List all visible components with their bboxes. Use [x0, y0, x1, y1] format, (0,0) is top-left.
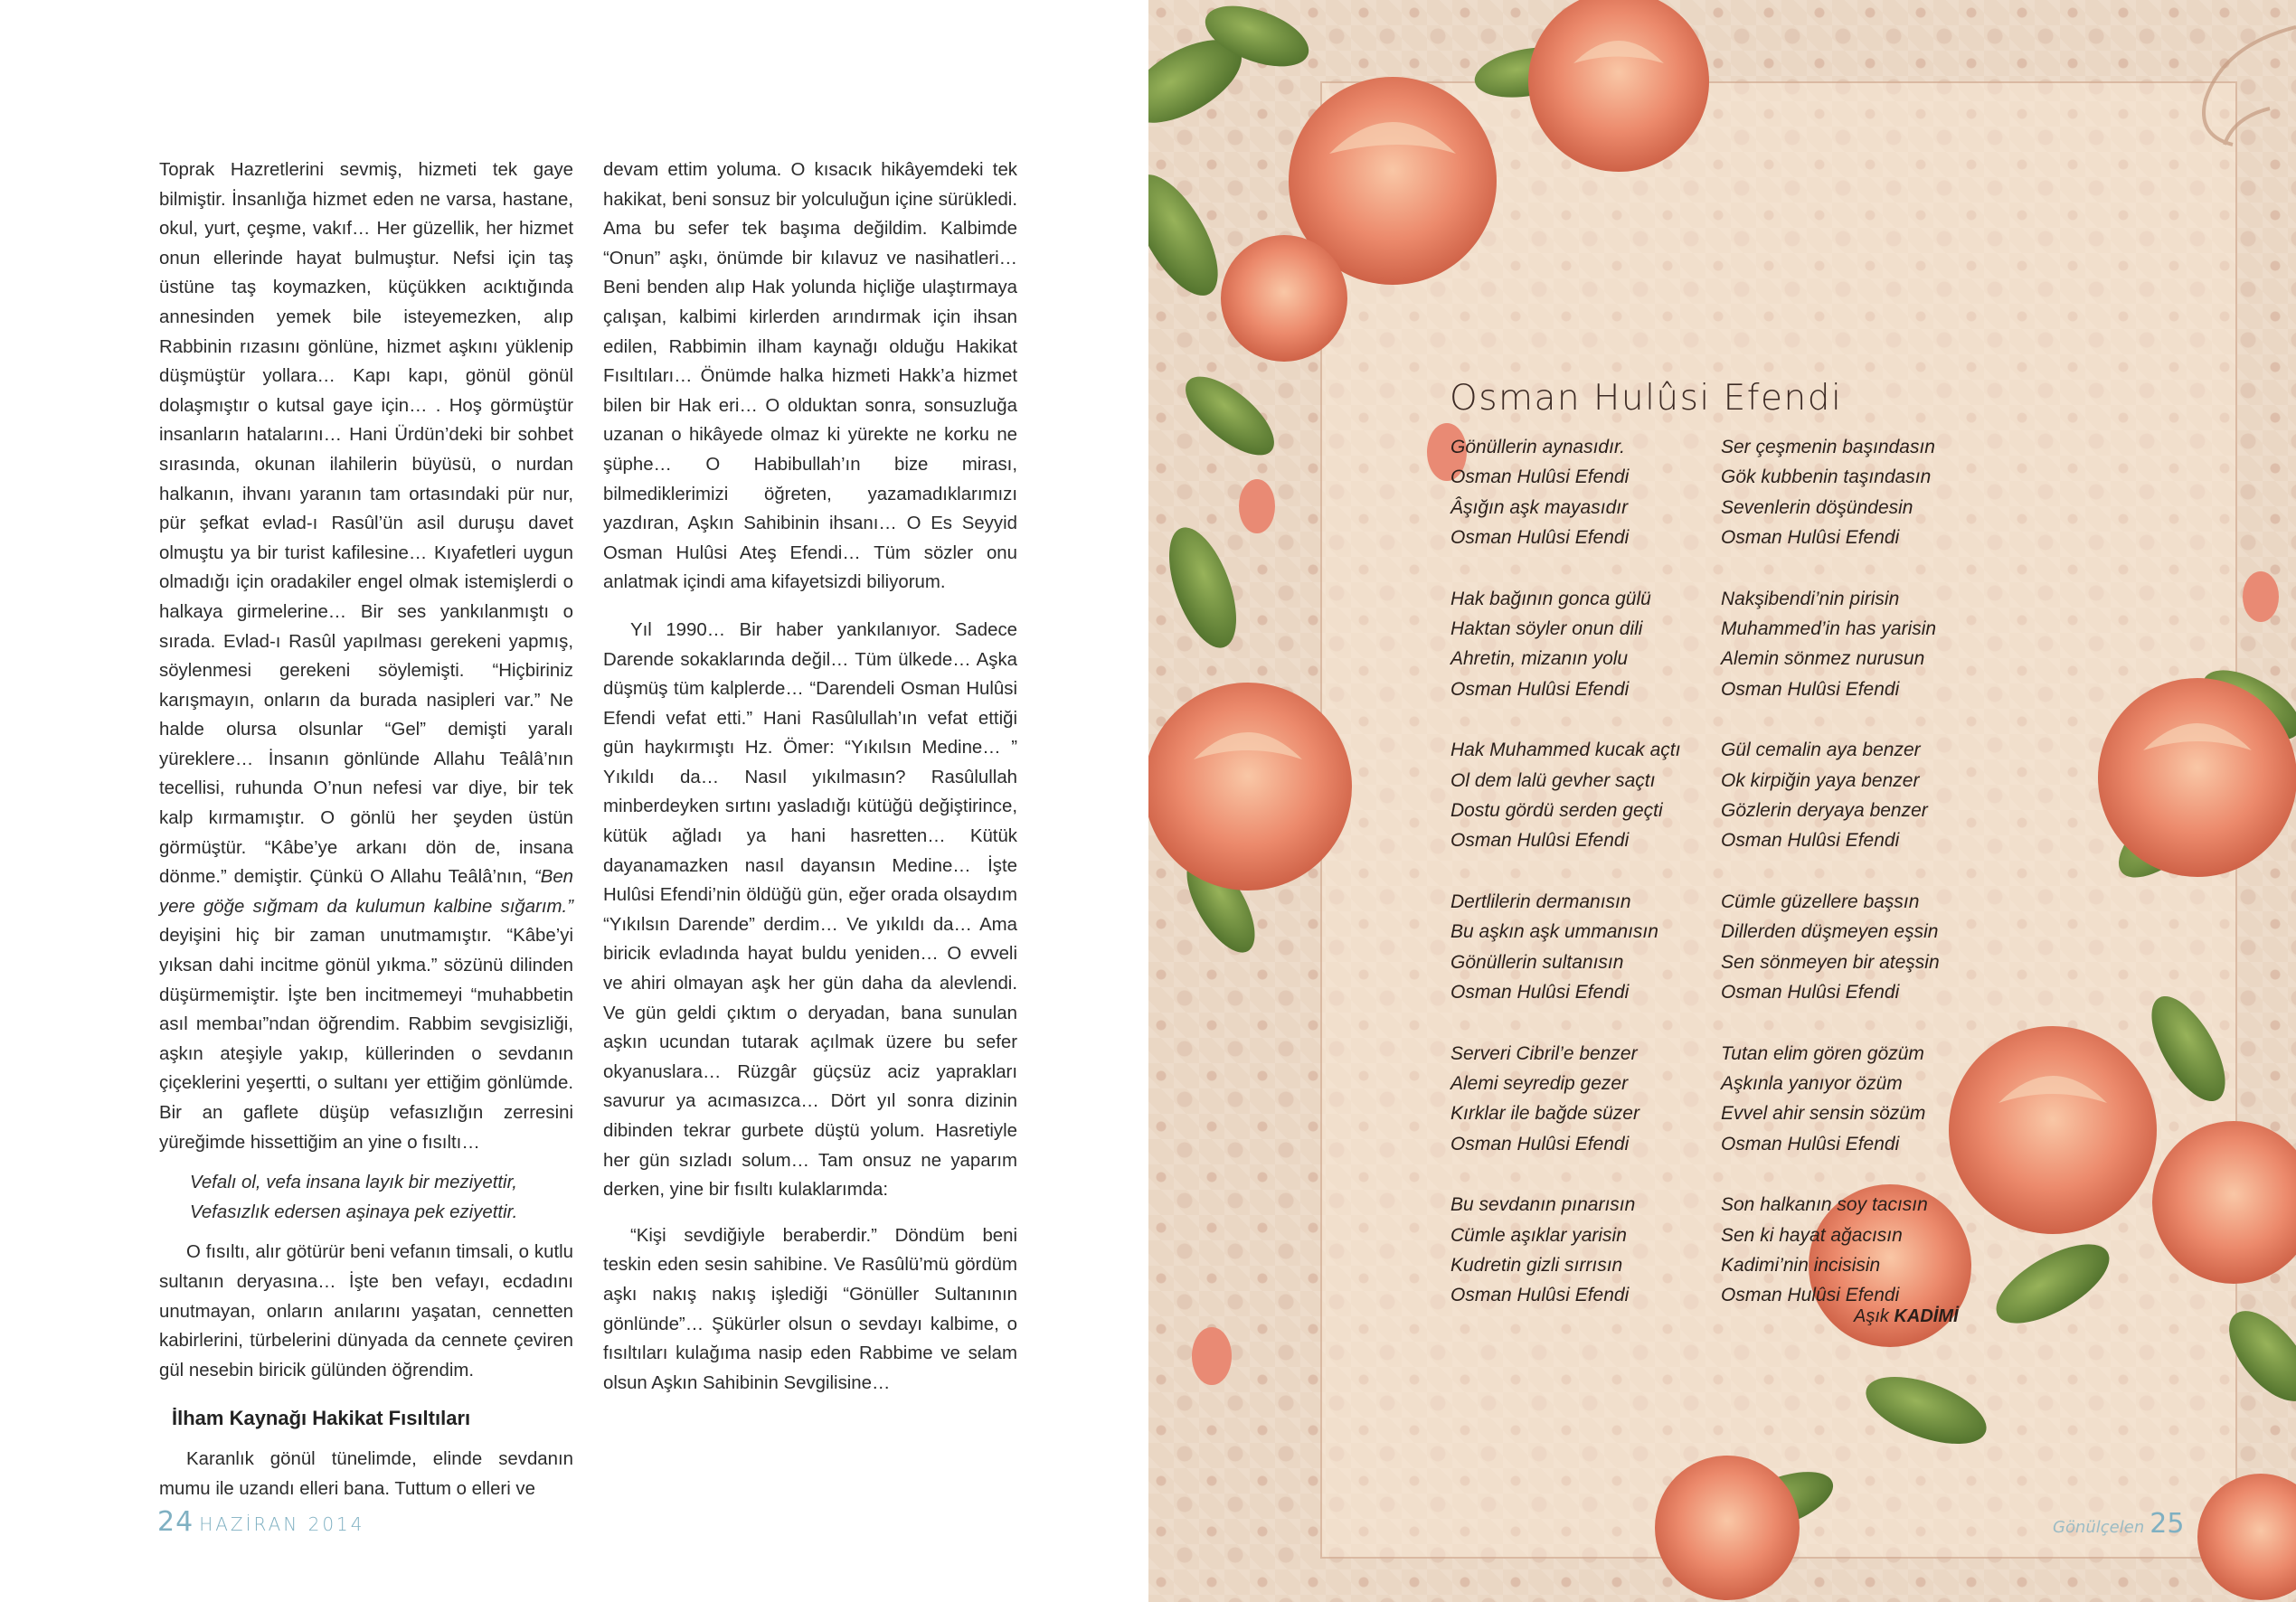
- text-column-1: [159, 155, 573, 1504]
- poem-title: Osman Hulûsi Efendi: [1450, 378, 1843, 419]
- poem-line: Ol dem lalü gevher saçtı: [1450, 769, 1656, 791]
- poem-line: Haktan söyler onun dili: [1450, 618, 1643, 640]
- poet-name: KADİMİ: [1894, 1306, 1959, 1326]
- poem-stanza: [1450, 1039, 1722, 1160]
- poem-stanza: [1721, 584, 1992, 705]
- paragraph: “Kişi sevdiğiyle beraberdir.” Döndüm beni teskin eden sesin sahibine. Ve Rasûlü’mü gördüm aşkı nakış nakış işlediği “Gönüller Sultanının gönlünde”… Şükürler olsun o sevdayı kalbime, o fısıltıları kulağıma nasip eden Rabbime ve selam olsun Aşkın Sahibinin Sevgilisine…: [603, 1225, 1017, 1393]
- italic-quote: “Ben yere göğe sığmam da kulumun kalbine sığarım.”: [159, 867, 573, 917]
- paragraph: Toprak Hazretlerini sevmiş, hizmeti tek gaye bilmiştir. İnsanlığa hizmet eden ne varsa, hastane, okul, yurt, çeşme, vakıf… Her güzellik, her hizmet onun ellerinde hayat bulmuştur. Nefsi için taş üstüne taş koymazken, küçükken acıktığında annesinden yemek bile isteyemezken, alıp Rabbinin rızasını gönlüne, hizmet aşkını yüklenip düşmüştür yollara… Kapı kapı, gönül gönül dolaşmıştır o kutsal gaye için… . Hoş görmüştür insanların hatalarını… Hani Ürdün’deki bir sohbet sırasında, okunan ilahilerin büyüsü, o nurdan halkanın, ihvanı yaranın tam ortasındaki pür nur, pür şefkat evlad-ı Rasûl’ün asil duruşu davet olmuştu ya bir turist kafilesine… Kıyafetleri uygun olmadığı için oradakiler engel olmak istemişlerdi o halkaya girmelerine… Bir ses yankılanmıştı o sırada. Evlad-ı Rasûl yapılması gerekeni yapmış, söylenmesi gerekeni söylemişti. “Hiçbiriniz karışmayın, onların da burada nasipleri var.” Ne halde olursa olsunlar “Gel” demişti yaralı yüreklere… İnsanın gönlünde Allahu Teâlâ’nın tecellisi, ruhunda O’nun nefesi var diye, bir tek kalp kırmamıştır. O gönlü her şeyden üstün görmüştür. “Kâbe’ye arkanı dön de, insana dönme.” demiştir. Çünkü O Allahu Teâlâ’nın, “Ben yere göğe sığmam da kulumun kalbine sığarım.” deyişini hiç bir zaman unutmamıştır. “Kâbe’yi yıksan dahi incitme gönül yıkma.” sözünü dilinden düşürmemiştir. İşte ben incitmemeyi “muhabbetin asıl membaı”ndan öğrendim. Rabbim sevgisizliği, aşkın ateşiyle yakıp, küllerinden o sevdanın çiçeklerini yeşertti, o sultanı yer ettiğim gönlümde. Bir an gaflete düşüp vefasızlığın zerresini yüreğimde hissettiğim an yine o fısıltı…: [159, 160, 573, 1153]
- poem-line: Alemin sönmez nurusun: [1721, 648, 1925, 670]
- page-number: 24: [157, 1506, 194, 1538]
- poem-stanza: [1450, 735, 1722, 856]
- poem-line: Osman Hulûsi Efendi: [1450, 678, 1630, 700]
- poem-line: Bu aşkın aşk ummanısın: [1450, 921, 1658, 943]
- poem-line: Osman Hulûsi Efendi: [1450, 982, 1630, 1004]
- poem-stanza: [1450, 432, 1722, 553]
- paragraph: devam ettim yoluma. O kısacık hikâyemdeki tek hakikat, beni sonsuz bir yolculuğun içine sürükledi. Ama bu sefer tek başıma değildim. Kalbimde “Onun” aşkı, önümde bir kılavuz ve nasihatleri… Beni benden alıp Hak yolunda hiçliğe ulaştırmaya çalışan, kalbimi kirlerden arındırmak için ihsan edilen, Rabbimin ilham kaynağı olduğu Hakikat Fısıltıları… Önümde halka hizmeti Hakk’a hizmet bilen bir Hak eri… O olduktan sonra, sonsuzluğa uzanan o hikâyede olmaz ki yürekte ne korku ne şüphe… O Habibullah’ın bize mirası, bilmediklerimizi öğreten, yazamadıklarımızı yazdıran, Aşkın Sahibinin ihsanı… O Es Seyyid Osman Hulûsi Ateş Efendi… Tüm sözler onu anlatmak içindi ama kifayetsizdi biliyorum.: [603, 160, 1017, 593]
- poem-line: Ahretin, mizanın yolu: [1450, 648, 1629, 670]
- paragraph: Karanlık gönül tünelimde, elinde sevdanın mumu ile uzandı elleri bana. Tuttum o elleri ve: [159, 1449, 573, 1499]
- poem-line: Osman Hulûsi Efendi: [1450, 1285, 1630, 1306]
- poem-line: Osman Hulûsi Efendi: [1450, 1133, 1630, 1154]
- poem-line: Serveri Cibril’e benzer: [1450, 1042, 1638, 1064]
- paragraph: O fısıltı, alır götürür beni vefanın timsali, o kutlu sultanın deryasına… İşte ben vefayı, ecdadını unutmayan, onların anılarını yaşatan, cennetten kabirlerini, türbelerini dünyada da cennete çeviren gül nesebin biricik gülünden öğrendim.: [159, 1242, 573, 1381]
- poem-line: Evvel ahir sensin sözüm: [1721, 1103, 1926, 1125]
- poem-line: Sen sönmeyen bir ateşsin: [1721, 951, 1940, 973]
- poem-stanza: [1450, 1190, 1722, 1311]
- poem-line: Ser çeşmenin başındasın: [1721, 437, 1935, 457]
- poem-stanza: [1721, 432, 1992, 553]
- poem-stanza: [1450, 887, 1722, 1008]
- quote-line: Vefasızlık edersen aşinaya pek eziyettir.: [190, 1202, 518, 1222]
- right-page: [1148, 0, 2296, 1602]
- poem-line: Ok kirpiğin yaya benzer: [1721, 769, 1920, 791]
- poem-line: Gök kubbenin taşındasın: [1721, 466, 1932, 488]
- poem-line: Osman Hulûsi Efendi: [1721, 1133, 1900, 1154]
- poem-line: Gözlerin deryaya benzer: [1721, 800, 1928, 822]
- poem-line: Osman Hulûsi Efendi: [1450, 527, 1630, 549]
- couplet-quote: [159, 1168, 573, 1227]
- poem-line: Kadimi’nin incisisin: [1721, 1254, 1881, 1276]
- poem-column-left: [1450, 432, 1722, 1342]
- poem-line: Cümle güzellere başsın: [1721, 891, 1920, 912]
- poem-line: Tutan elim gören gözüm: [1721, 1042, 1924, 1064]
- section-heading: İlham Kaynağı Hakikat Fısıltıları: [172, 1407, 471, 1430]
- poem-line: Hak Muhammed kucak açtı: [1450, 740, 1681, 761]
- poem-line: Osman Hulûsi Efendi: [1721, 830, 1900, 852]
- poem-line: Sevenlerin döşündesin: [1721, 496, 1913, 518]
- poem-stanza: [1450, 584, 1722, 705]
- text-column-2: [603, 155, 1017, 1398]
- page-folio-right: [2053, 1508, 2184, 1540]
- poem-line: Dillerden düşmeyen eşsin: [1721, 921, 1939, 943]
- poem-line: Muhammed’in has yarisin: [1721, 618, 1937, 640]
- poem-line: Alemi seyredip gezer: [1450, 1072, 1629, 1094]
- poem-line: Kırklar ile bağde süzer: [1450, 1103, 1639, 1125]
- poem-line: Osman Hulûsi Efendi: [1450, 830, 1630, 852]
- magazine-logo: Gönülçelen: [2053, 1518, 2145, 1537]
- poem-line: Gönüllerin aynasıdır.: [1450, 437, 1625, 457]
- poem-line: Osman Hulûsi Efendi: [1721, 1285, 1900, 1306]
- poem-line: Aşkınla yanıyor özüm: [1721, 1072, 1903, 1094]
- poem-line: Son halkanın soy tacısın: [1721, 1194, 1928, 1216]
- page-number: 25: [2150, 1508, 2185, 1540]
- poem-line: Bu sevdanın pınarısın: [1450, 1194, 1636, 1216]
- poem-line: Osman Hulûsi Efendi: [1721, 982, 1900, 1004]
- poem-line: Osman Hulûsi Efendi: [1450, 466, 1630, 488]
- paragraph: Yıl 1990… Bir haber yankılanıyor. Sadece Darende sokaklarında değil… Tüm ülkede… Aşka düşmüş tüm kalplerde… “Darendeli Osman Hulûsi Efendi vefat etti.” Hani Rasûlullah’ın vefat ettiği gün haykırmıştı Hz. Ömer: “Yıkılsın Medine… ” Yıkıldı da… Nasıl yıkılmasın? Rasûlullah minberdeyken sırtını yasladığı kütüğü değiştirince, kütük ağladı ya hani hasretten… Kütük dayanamazken nasıl dayansın Medine… İşte Hulûsi Efendi’nin öldüğü gün, eğer orada olsaydım “Yıkılsın Darende” derdim… Ve yıkıldı da… Ama biricik evladında hayat buldu yeniden… O evveli ve ahiri olmayan aşk her gün daha da alevlendi. Ve gün geldi çıktım o deryadan, bana sunulan aşkın ucundan tutarak açılmak üzere bu sefer okyanuslara… Rüzgâr güçsüz aciz yaprakları savurur ya acımasızca… Dört yıl sonra dizinin dibinden tekrar gurbete düştü yolum. Hasretiyle her gün sızladı solum… Tam onsuz ne yaparım derken, yine bir fısıltı kulaklarımda:: [603, 619, 1017, 1201]
- poem-line: Gül cemalin aya benzer: [1721, 740, 1921, 761]
- ornament-swirl: [2204, 27, 2296, 145]
- poem-line: Gönüllerin sultanısın: [1450, 951, 1624, 973]
- poem-line: Dertlilerin dermanısın: [1450, 891, 1631, 912]
- poem-line: Nakşibendi’nin pirisin: [1721, 588, 1900, 609]
- poem-stanza: [1721, 735, 1992, 856]
- poem-line: Osman Hulûsi Efendi: [1721, 527, 1900, 549]
- poem-stanza: [1721, 887, 1992, 1008]
- poem-line: Hak bağının gonca gülü: [1450, 588, 1651, 609]
- poem-line: Cümle aşıklar yarisin: [1450, 1224, 1627, 1246]
- poem-stanza: [1721, 1039, 1992, 1160]
- poem-line: Osman Hulûsi Efendi: [1721, 678, 1900, 700]
- quote-line: Vefalı ol, vefa insana layık bir meziyettir,: [190, 1173, 517, 1193]
- poem-stanza: [1721, 1190, 1992, 1311]
- poet-signature: Aşık KADİMİ: [1854, 1306, 1959, 1326]
- poem-line: Sen ki hayat ağacısın: [1721, 1224, 1903, 1246]
- issue-date: HAZİRAN 2014: [199, 1513, 365, 1535]
- poem-line: Kudretin gizli sırrısın: [1450, 1254, 1623, 1276]
- poem-line: Dostu gördü serden geçti: [1450, 800, 1663, 822]
- page-folio-left: [157, 1506, 365, 1542]
- poem-line: Âşığın aşk mayasıdır: [1450, 496, 1629, 518]
- poem-column-right: [1721, 432, 1992, 1342]
